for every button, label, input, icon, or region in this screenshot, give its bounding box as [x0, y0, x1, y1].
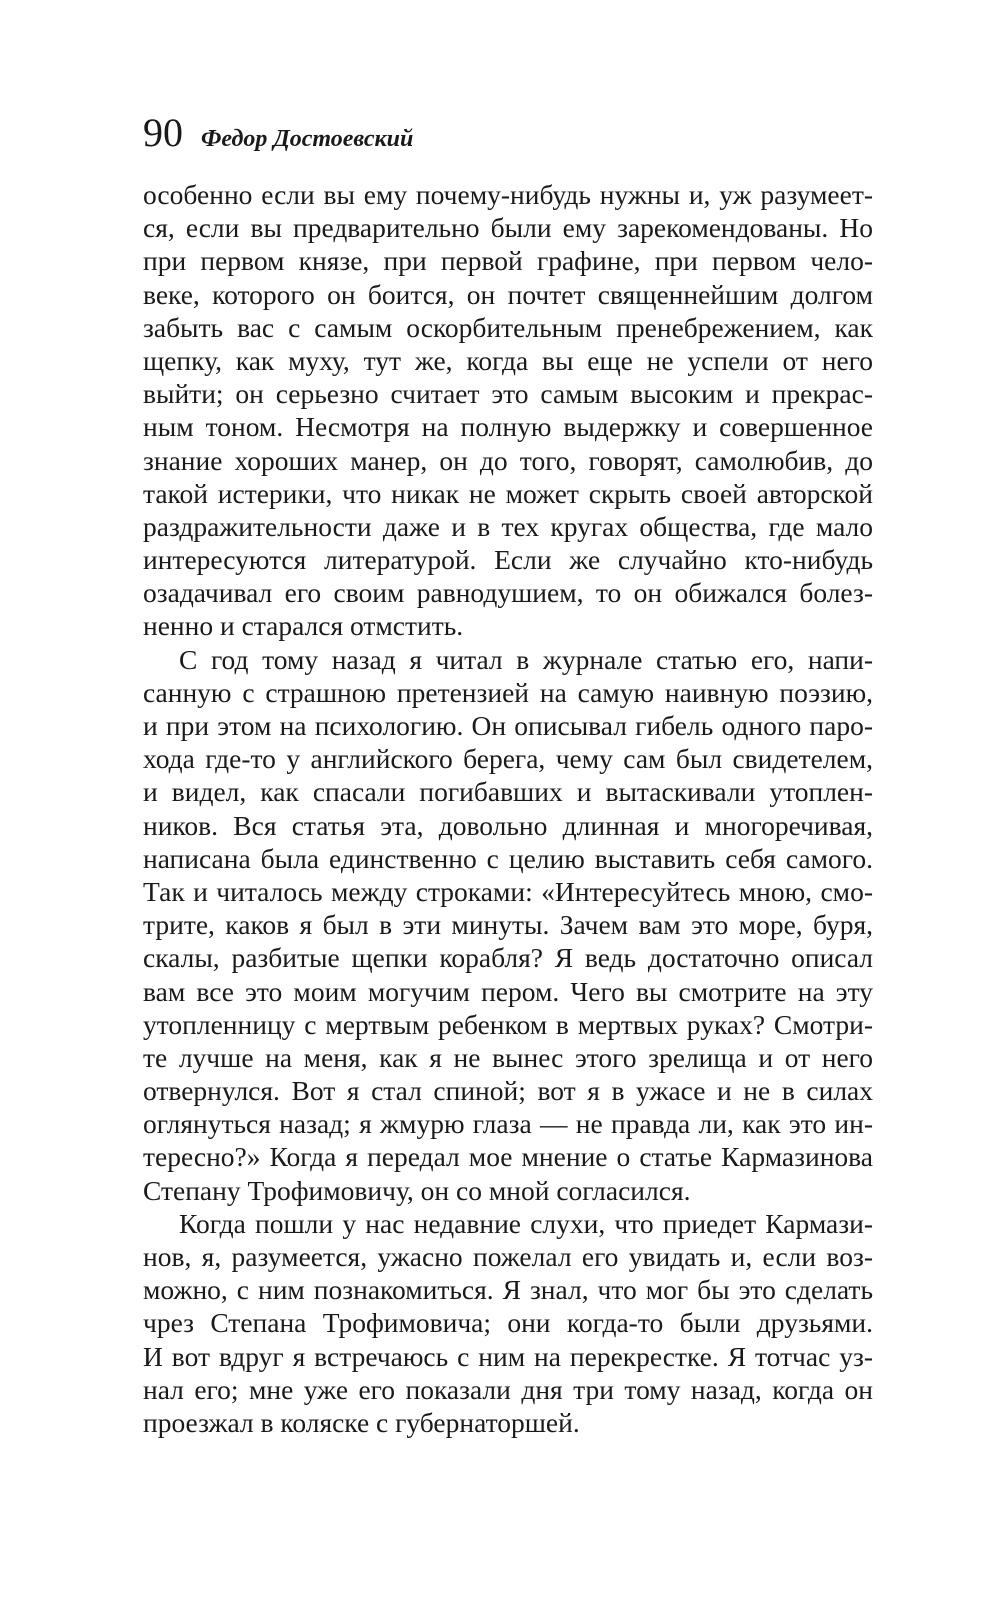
text-line: И вот вдруг я встречаюсь с ним на перекрестке. Я тотчас уз- [143, 1340, 873, 1372]
text-line: забыть вас с самым оскорбительным пренебрежением, как [143, 311, 873, 343]
text-line: отвернулся. Вот я стал спиной; вот я в ужасе и не в силах [143, 1075, 873, 1107]
text-line: хода где-то у английского берега, чему сам был свидетелем, [143, 743, 873, 775]
text-line: те лучше на меня, как я не вынес этого зрелища и от него [143, 1041, 873, 1073]
text-line: чрез Степана Трофимовича; они когда-то были друзьями. [143, 1307, 873, 1339]
text-line: веке, которого он боится, он почтет священнейшим долгом [143, 278, 873, 310]
text-line: и при этом на психологию. Он описывал гибель одного паро- [143, 710, 873, 741]
text-line: санную с страшною претензией на самую наивную поэзию, [143, 676, 873, 708]
text-line: утопленницу с мертвым ребенком в мертвых руках? Смотри- [143, 1008, 873, 1040]
text-line: при первом князе, при первой графине, при первом чело- [143, 245, 873, 277]
running-title: Федор Достоевский [201, 126, 414, 152]
text-line: ным тоном. Несмотря на полную выдержку и совершенное [143, 411, 873, 443]
text-line: ников. Вся статья эта, довольно длинная и многоречивая, [143, 809, 873, 841]
text-line: нал его; мне уже его показали дня три тому назад, когда он [143, 1373, 873, 1405]
paragraph-end-line: проезжал в коляске с губернаторшей. [143, 1406, 580, 1438]
page-number: 90 [143, 110, 183, 155]
text-line: ся, если вы предварительно были ему зарекомендованы. Но [143, 212, 873, 244]
text-line: оглянуться назад; я жмурю глаза — не правда ли, как это ин- [143, 1108, 873, 1140]
text-line: написана была единственно с целию выставить себя самого. [143, 842, 873, 874]
text-line: и видел, как спасали погибавших и вытаскивали утоплен- [143, 776, 873, 808]
text-line: особенно если вы ему почему-нибудь нужны и, уж разумеет- [143, 179, 873, 210]
text-line: выйти; он серьезно считает это самым высоким и прекрас- [143, 378, 873, 410]
text-line: трите, каков я был в эти минуты. Зачем вам это море, буря, [143, 909, 873, 941]
text-line: раздражительности даже и в тех кругах общества, где мало [143, 510, 873, 542]
text-line: Так и читалось между строками: «Интересуйтесь мною, смо- [143, 875, 873, 907]
paragraph-first-line: Когда пошли у нас недавние слухи, что приедет Кармази- [179, 1207, 873, 1239]
text-line: нов, я, разумеется, ужасно пожелал его увидать и, если воз- [143, 1241, 873, 1272]
text-line: такой истерики, что никак не может скрыть своей авторской [143, 477, 873, 509]
paragraph-first-line: С год тому назад я читал в журнале статью его, напи- [179, 643, 873, 675]
text-line: щепку, как муху, тут же, когда вы еще не успели от него [143, 344, 873, 376]
text-line: вам все это моим могучим пером. Чего вы смотрите на эту [143, 975, 873, 1007]
text-line: знание хороших манер, он до того, говорят, самолюбив, до [143, 444, 873, 476]
text-line: тересно?» Когда я передал мое мнение о статье Кармазинова [143, 1141, 873, 1173]
text-line: интересуются литературой. Если же случайно кто-нибудь [143, 544, 873, 576]
text-line: скалы, разбитые щепки корабля? Я ведь достаточно описал [143, 942, 873, 974]
text-line: можно, с ним познакомиться. Я знал, что мог бы это сделать [143, 1274, 873, 1306]
body-text [143, 178, 873, 1439]
text-line: озадачивал его своим равнодушием, то он обижался болез- [143, 577, 873, 609]
paragraph-end-line: ненно и старался отмстить. [143, 610, 464, 642]
running-head [143, 108, 413, 158]
paragraph-end-line: Степану Трофимовичу, он со мной согласился. [143, 1174, 691, 1206]
